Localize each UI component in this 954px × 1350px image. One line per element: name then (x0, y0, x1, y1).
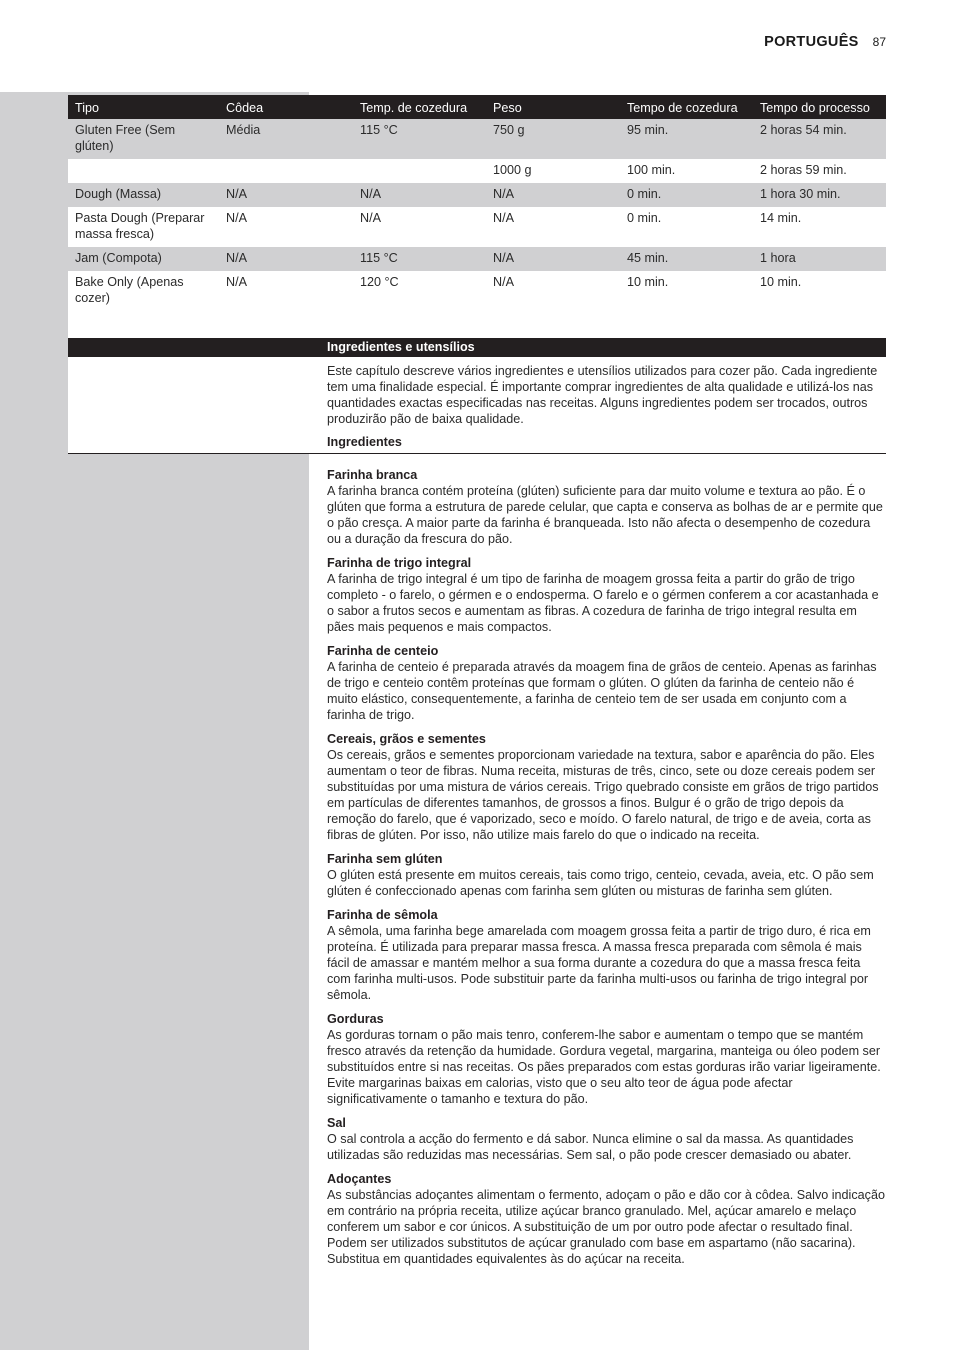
table-row (68, 183, 886, 207)
table-cell: 10 min. (753, 271, 886, 311)
table-cell: N/A (219, 207, 353, 247)
table-cell: 0 min. (620, 183, 753, 207)
table-cell: 1 hora 30 min. (753, 183, 886, 207)
ingredient-list (327, 467, 887, 1275)
table-cell: Gluten Free (Sem glúten) (68, 119, 219, 159)
list-item (327, 1171, 887, 1267)
table-row (68, 207, 886, 247)
table-cell: 10 min. (620, 271, 753, 311)
table-cell: N/A (219, 271, 353, 311)
item-text: A farinha de centeio é preparada através da moagem fina de grãos de centeio. Apenas as farinhas de trigo e centeio contêm proteínas que formam o glúten. O glúten da farinha de centeio não é muito elástico, consequentemente, a farinha de centeio tem de ser usada em conjunto com a farinha de trigo. (327, 660, 877, 722)
section-intro: Este capítulo descreve vários ingredientes e utensílios utilizados para cozer pão. Cada ingrediente tem uma finalidade especial. É importante comprar ingredientes de alta qualidade e utilizá-los nas quantidades exactas especificadas nas receitas. Alguns ingredientes podem ser trocados, outros produzirão pão de baixa qualidade. (327, 364, 878, 426)
left-margin-gap-2 (68, 357, 309, 453)
subsection-heading: Ingredientes (327, 435, 402, 449)
table-cell (219, 159, 353, 183)
list-item (327, 731, 887, 843)
item-text: Os cereais, grãos e sementes proporcionam variedade na textura, sabor e aparência do pão. Eles aumentam o teor de fibras. Numa receita, misturas de três, cinco, sete ou doze cereais podem ser substituídas por uma mistura de vários cereais. Trigo quebrado consiste em grãos de trigo partidos em partículas de diferentes tamanhos, de grossos a finos. Bulgur é o grão de trigo depois da remoção do farelo, que é vaporizado, seco e moído. O farelo natural, de trigo e de aveia, corta as fibras de glúten. Por isso, não utilize mais farelo do que o indicado na receita. (327, 748, 879, 842)
item-text: As gorduras tornam o pão mais tenro, conferem-lhe sabor e aumentam o tempo que se mantém fresco através da retenção da humidade. Gordura vegetal, margarina, manteiga ou óleo podem ser substituídos entre si nas receitas. Os pães preparados com estas gorduras irão variar ligeiramente. Evite margarinas baixas em calorias, visto que o seu alto teor de água pode afectar significativamente o tamanho e textura do pão. (327, 1028, 881, 1106)
item-text: A sêmola, uma farinha bege amarelada com moagem grossa feita a partir de trigo duro, é rica em proteína. É utilizada para preparar massa fresca. A massa fresca preparada com sêmola é mais fácil de amassar e mantém melhor a sua forma durante a cozedura do que a massa fresca feita com farinha multi-usos. Pode substituir parte da farinha multi-usos ou farinha de trigo integral por sêmola. (327, 924, 871, 1002)
table-header-row (68, 95, 886, 119)
table-cell: N/A (486, 207, 620, 247)
item-title: Farinha de sêmola (327, 908, 438, 922)
table-cell: Bake Only (Apenas cozer) (68, 271, 219, 311)
item-title: Sal (327, 1116, 346, 1130)
table-row (68, 159, 886, 183)
item-title: Farinha branca (327, 468, 418, 482)
table-cell: Média (219, 119, 353, 159)
table-header-cell: Tempo do processo (753, 95, 886, 119)
item-title: Gorduras (327, 1012, 384, 1026)
item-title: Cereais, grãos e sementes (327, 732, 486, 746)
table-row (68, 247, 886, 271)
item-text: O glúten está presente em muitos cereais, tais como trigo, centeio, cevada, aveia, etc. O pão sem glúten é confeccionado apenas com farinha sem glúten ou misturas de farinha sem glúten. (327, 868, 874, 898)
table-cell: 750 g (486, 119, 620, 159)
item-text: As substâncias adoçantes alimentam o fermento, adoçam o pão e dão cor à côdea. Salvo indicação em contrário na própria receita, utilize açúcar branco granulado. Mel, açúcar amarelo e melaço conferem um sabor e cor únicos. A substituição de um por outro pode afectar o resultado final. Podem ser utilizados substitutos de açúcar granulado com base em aspartamo (não sacarina). Substitua em quantidades equivalentes às do açúcar na receita. (327, 1188, 885, 1266)
table-cell: 120 °C (353, 271, 486, 311)
table-cell: 115 °C (353, 247, 486, 271)
table-cell: Dough (Massa) (68, 183, 219, 207)
table-cell: 115 °C (353, 119, 486, 159)
table-cell: 95 min. (620, 119, 753, 159)
section-title: Ingredientes e utensílios (327, 340, 475, 354)
language-label: PORTUGUÊS (764, 34, 859, 50)
table-cell: 1000 g (486, 159, 620, 183)
table-row (68, 271, 886, 311)
item-title: Farinha sem glúten (327, 852, 443, 866)
list-item (327, 1011, 887, 1107)
table-header-cell: Tipo (68, 95, 219, 119)
item-text: A farinha branca contém proteína (glúten) suficiente para dar muito volume e textura ao pão. É o glúten que forma a estrutura de parede celular, que capta e conserva as bolhas de ar e permite que o pão cresça. A maior parte da farinha é branqueada. Isto não afecta o desempenho de cozedura ou a duração da frescura do pão. (327, 484, 883, 546)
table-header-cell: Peso (486, 95, 620, 119)
table-cell: N/A (353, 183, 486, 207)
list-item (327, 467, 887, 547)
page-number: 87 (872, 35, 886, 49)
table-cell: N/A (486, 247, 620, 271)
table-cell: N/A (353, 207, 486, 247)
table-row (68, 119, 886, 159)
table-cell: Pasta Dough (Preparar massa fresca) (68, 207, 219, 247)
table-cell: 45 min. (620, 247, 753, 271)
table-cell: 2 horas 54 min. (753, 119, 886, 159)
item-text: O sal controla a acção do fermento e dá sabor. Nunca elimine o sal da massa. As quantidades utilizadas são reduzidas mas necessárias. Sem sal, o pão pode crescer demasiado ou abater. (327, 1132, 854, 1162)
table-header-cell: Côdea (219, 95, 353, 119)
table-cell: N/A (219, 247, 353, 271)
table-cell: 0 min. (620, 207, 753, 247)
item-title: Adoçantes (327, 1172, 392, 1186)
program-table (68, 95, 886, 311)
list-item (327, 851, 887, 899)
divider-rule (68, 453, 886, 454)
list-item (327, 907, 887, 1003)
item-title: Farinha de trigo integral (327, 556, 472, 570)
table-cell: 100 min. (620, 159, 753, 183)
table-header-cell: Temp. de cozedura (353, 95, 486, 119)
table-cell: N/A (219, 183, 353, 207)
table-cell (353, 159, 486, 183)
page-header (764, 34, 886, 50)
table-cell: 2 horas 59 min. (753, 159, 886, 183)
table-header-cell: Tempo de cozedura (620, 95, 753, 119)
item-title: Farinha de centeio (327, 644, 439, 658)
item-text: A farinha de trigo integral é um tipo de farinha de moagem grossa feita a partir do grão de trigo completo - o farelo, o gérmen e o endosperma. O farelo e o gérmen conferem a cor acastanhada e o sabor a frutos secos e aumentam as fibras. A cozedura de farinha de trigo integral resulta em pães mais pequenos e mais compactos. (327, 572, 879, 634)
list-item (327, 1115, 887, 1163)
table-cell: 14 min. (753, 207, 886, 247)
list-item (327, 555, 887, 635)
section-title-bar (68, 338, 886, 357)
table-cell: N/A (486, 271, 620, 311)
table-cell: 1 hora (753, 247, 886, 271)
table-cell (68, 159, 219, 183)
list-item (327, 643, 887, 723)
table-cell: N/A (486, 183, 620, 207)
table-cell: Jam (Compota) (68, 247, 219, 271)
